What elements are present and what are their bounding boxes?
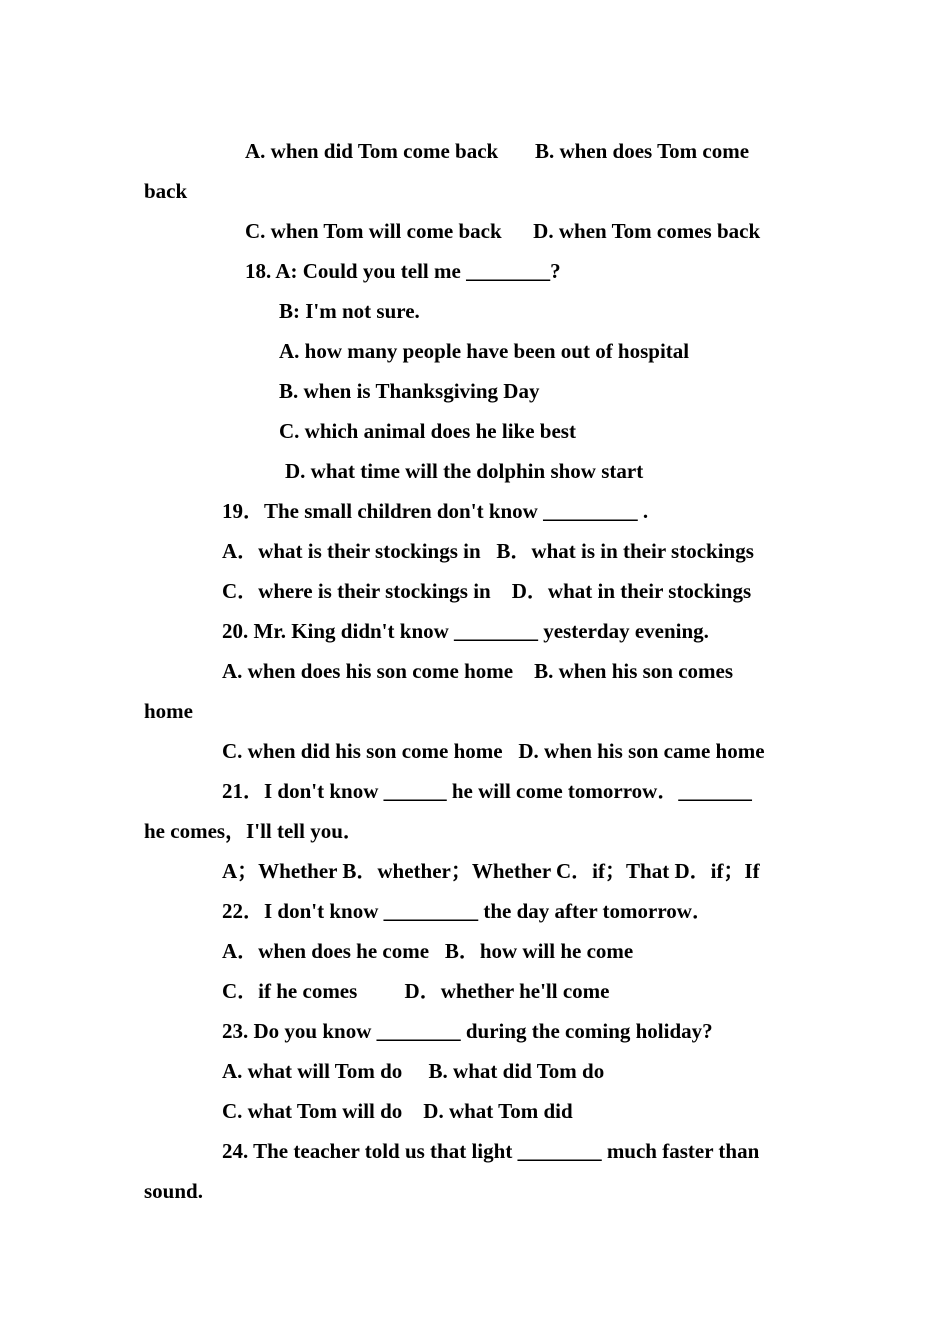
q21-options: A；Whether B．whether；Whether C．if；That D．if；If xyxy=(222,859,760,883)
q22-options-cd: C．if he comes D．whether he'll come xyxy=(222,979,610,1003)
q18-dialogue-b: B: I'm not sure. xyxy=(279,299,420,323)
q21-question: 21．I don't know ______ he will come tomorrow．_______ xyxy=(222,779,752,803)
q18-option-c: C. which animal does he like best xyxy=(279,419,576,443)
q19-options-cd: C．where is their stockings in D．what in their stockings xyxy=(222,579,752,603)
q24-question: 24. The teacher told us that light ________ much faster than xyxy=(222,1139,760,1163)
q17-options-cd: C. when Tom will come back D. when Tom comes back xyxy=(245,219,761,243)
q20-options-cd: C. when did his son come home D. when his son came home xyxy=(222,739,765,763)
q23-question: 23. Do you know ________ during the coming holiday? xyxy=(222,1019,713,1043)
q18-option-d: D. what time will the dolphin show start xyxy=(285,459,644,483)
q20-question: 20. Mr. King didn't know ________ yesterday evening. xyxy=(222,619,709,643)
q19-question: 19．The small children don't know _________ . xyxy=(222,499,649,523)
q18-option-b: B. when is Thanksgiving Day xyxy=(279,379,540,403)
q20-options-ab: A. when does his son come home B. when his son comes xyxy=(222,659,734,683)
q24-question-wrap: sound. xyxy=(144,1179,203,1203)
q20-options-ab-wrap: home xyxy=(144,699,193,723)
q23-options-ab: A. what will Tom do B. what did Tom do xyxy=(222,1059,605,1083)
q18-option-a: A. how many people have been out of hospital xyxy=(279,339,690,363)
q22-options-ab: A．when does he come B．how will he come xyxy=(222,939,634,963)
q19-options-ab: A．what is their stockings in B．what is in their stockings xyxy=(222,539,754,563)
q21-question-wrap: he comes，I'll tell you． xyxy=(144,819,364,843)
q23-options-cd: C. what Tom will do D. what Tom did xyxy=(222,1099,573,1123)
q17-options-ab-wrap: back xyxy=(144,179,188,203)
q18-question: 18. A: Could you tell me ________? xyxy=(245,259,561,283)
q17-options-ab: A. when did Tom come back B. when does Tom come xyxy=(245,139,750,163)
q22-question: 22．I don't know _________ the day after tomorrow． xyxy=(222,899,713,923)
